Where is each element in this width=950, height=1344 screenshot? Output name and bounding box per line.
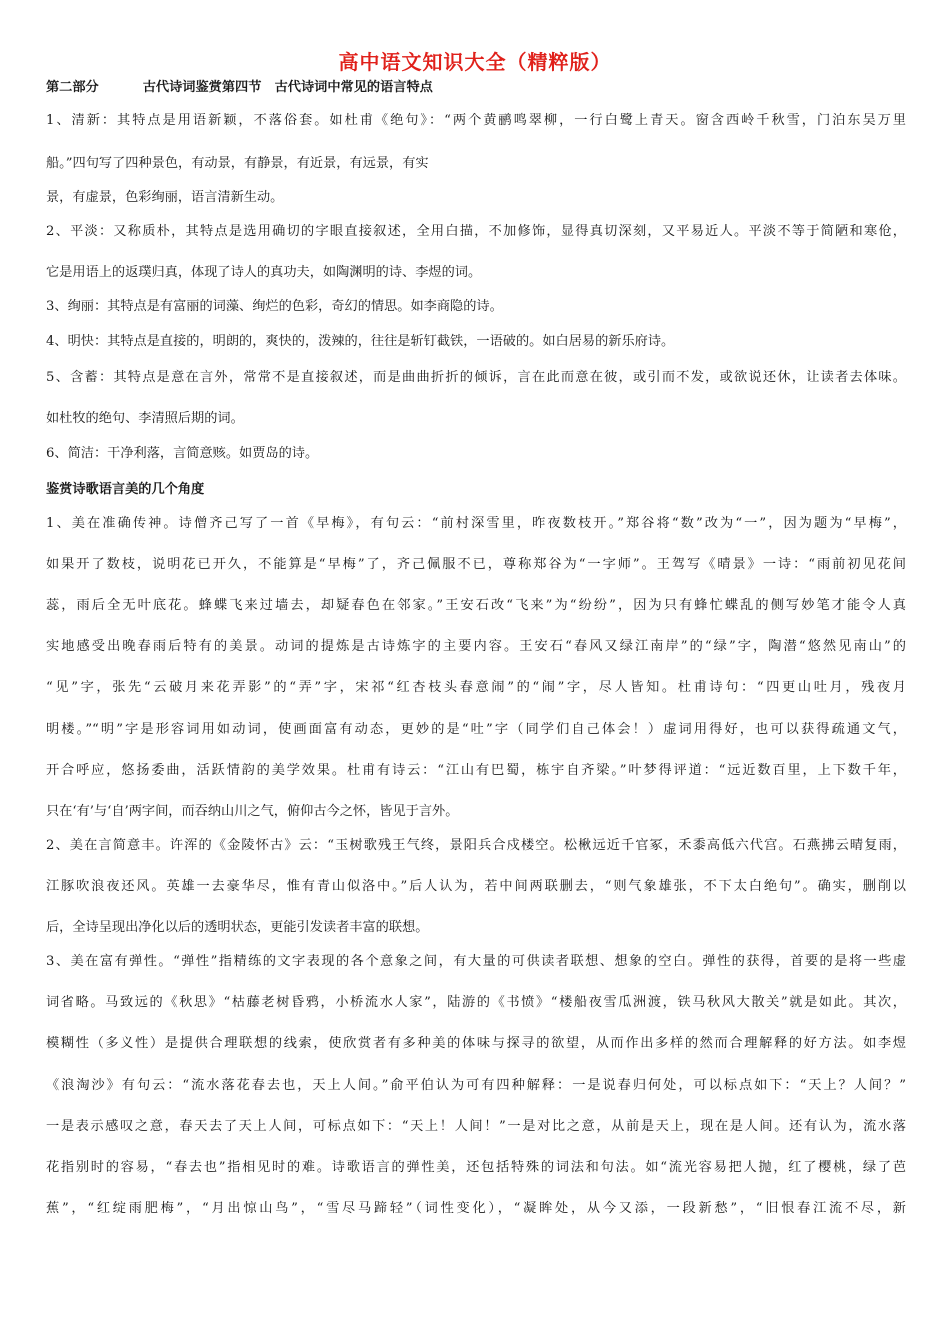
paragraph-line: 江豚吹浪夜还风。英雄一去豪华尽，惟有青山似洛中。”后人认为，若中间两联删去，“则气象雄张，不下太白绝句”。确实，删削以	[46, 879, 906, 894]
paragraph-line: 蕉”，“红绽雨肥梅”，“月出惊山鸟”，“雪尽马蹄轻”（词性变化），“凝眸处，从今又添，一段新愁”，“旧恨春江流不尽，新	[46, 1201, 906, 1216]
paragraph-line: 一是表示感叹之意，春天去了天上人间，可标点如下：“天上！人间！”一是对比之意，从前是天上，现在是人间。还有认为，流水落	[46, 1119, 906, 1134]
paragraph-line: 只在‘有’与‘自’两字间，而吞纳山川之气，俯仰古今之怀，皆见于言外。	[46, 804, 459, 819]
paragraph-line: 实地感受出晚春雨后特有的美景。动词的提炼是古诗炼字的主要内容。王安石“春风又绿江南岸”的“绿”字，陶潜“悠然见南山”的	[46, 639, 906, 654]
paragraph-line: 5、含蓄：其特点是意在言外，常常不是直接叙述，而是曲曲折折的倾诉，言在此而意在彼，或引而不发，或欲说还休，让读者去体味。	[46, 370, 906, 385]
section-heading: 古代诗词鉴赏第四节 古代诗词中常见的语言特点	[142, 80, 433, 95]
paragraph-line: 花指别时的容易，“春去也”指相见时的难。诗歌语言的弹性美，还包括特殊的词法和句法。如“流光容易把人抛，红了樱桃，绿了芭	[46, 1160, 906, 1175]
subsection-heading: 鉴赏诗歌语言美的几个角度	[46, 482, 205, 497]
paragraph-line: 1、美在准确传神。诗僧齐己写了一首《早梅》，有句云：“前村深雪里，昨夜数枝开。”郑谷将“数”改为“一”，因为题为“早梅”，	[46, 516, 906, 531]
paragraph-line: 3、绚丽：其特点是有富丽的词藻、绚烂的色彩，奇幻的情思。如李商隐的诗。	[46, 299, 503, 314]
paragraph-line: 词省略。马致远的《秋思》“枯藤老树昏鸦，小桥流水人家”，陆游的《书愤》“楼船夜雪瓜洲渡，铁马秋风大散关”就是如此。其次，	[46, 995, 906, 1010]
paragraph-line: 6、简洁：干净利落，言简意赅。如贾岛的诗。	[46, 446, 319, 461]
section-part-label: 第二部分	[46, 80, 99, 95]
paragraph-line: 模糊性（多义性）是提供合理联想的线索，使欣赏者有多种美的体味与探寻的欲望，从而作出多样的然而合理解释的好方法。如李煜	[46, 1036, 906, 1051]
paragraph-line: 4、明快：其特点是直接的，明朗的，爽快的，泼辣的，往往是斩钉截铁，一语破的。如白居易的新乐府诗。	[46, 334, 675, 349]
paragraph-line: 它是用语上的返璞归真，体现了诗人的真功夫，如陶渊明的诗、李煜的词。	[46, 265, 482, 280]
paragraph-line: 景，有虚景，色彩绚丽，语言清新生动。	[46, 190, 284, 205]
paragraph-line: 如果开了数枝，说明花已开久，不能算是“早梅”了，齐己佩服不已，尊称郑谷为“一字师”。王驾写《晴景》一诗：“雨前初见花间	[46, 557, 906, 572]
paragraph-line: 1、清新：其特点是用语新颖，不落俗套。如杜甫《绝句》：“两个黄鹂鸣翠柳，一行白鹭上青天。窗含西岭千秋雪，门泊东吴万里	[46, 113, 906, 128]
paragraph-line: 《浪淘沙》有句云：“流水落花春去也，天上人间。”俞平伯认为可有四种解释：一是说春归何处，可以标点如下：“天上？人间？”	[46, 1078, 906, 1093]
document-title: 高中语文知识大全（精粹版）	[338, 50, 612, 74]
paragraph-line: 3、美在富有弹性。“弹性”指精练的文字表现的各个意象之间，有大量的可供读者联想、想象的空白。弹性的获得，首要的是将一些虚	[46, 954, 906, 969]
paragraph-line: 蕊，雨后全无叶底花。蜂蝶飞来过墙去，却疑春色在邻家。”王安石改“飞来”为“纷纷”，因为只有蜂忙蝶乱的侧写妙笔才能令人真	[46, 598, 906, 613]
paragraph-line: “见”字，张先“云破月来花弄影”的“弄”字，宋祁“红杏枝头春意闹”的“闹”字，尽人皆知。杜甫诗句：“四更山吐月，残夜月	[46, 680, 906, 695]
paragraph-line: 如杜牧的绝句、李清照后期的词。	[46, 411, 244, 426]
paragraph-line: 开合呼应，悠扬委曲，活跃情韵的美学效果。杜甫有诗云：“江山有巴蜀，栋宇自齐梁。”叶梦得评道：“远近数百里，上下数千年，	[46, 763, 906, 778]
paragraph-line: 明楼。”“明”字是形容词用如动词，使画面富有动态，更妙的是“吐”字（同学们自己体会！）虚词用得好，也可以获得疏通文气，	[46, 722, 906, 737]
section-heading-line	[46, 78, 433, 98]
paragraph-line: 后，全诗呈现出净化以后的透明状态，更能引发读者丰富的联想。	[46, 920, 429, 935]
paragraph-line: 2、平淡：又称质朴，其特点是选用确切的字眼直接叙述，全用白描，不加修饰，显得真切深刻，又平易近人。平淡不等于简陋和寒伧，	[46, 224, 906, 239]
paragraph-line: 2、美在言简意丰。许浑的《金陵怀古》云：“玉树歌残王气终，景阳兵合戍楼空。松楸远近千官冢，禾黍高低六代宫。石燕拂云晴复雨，	[46, 838, 906, 853]
paragraph-line: 船。”四句写了四种景色，有动景，有静景，有近景，有远景，有实	[46, 156, 429, 171]
